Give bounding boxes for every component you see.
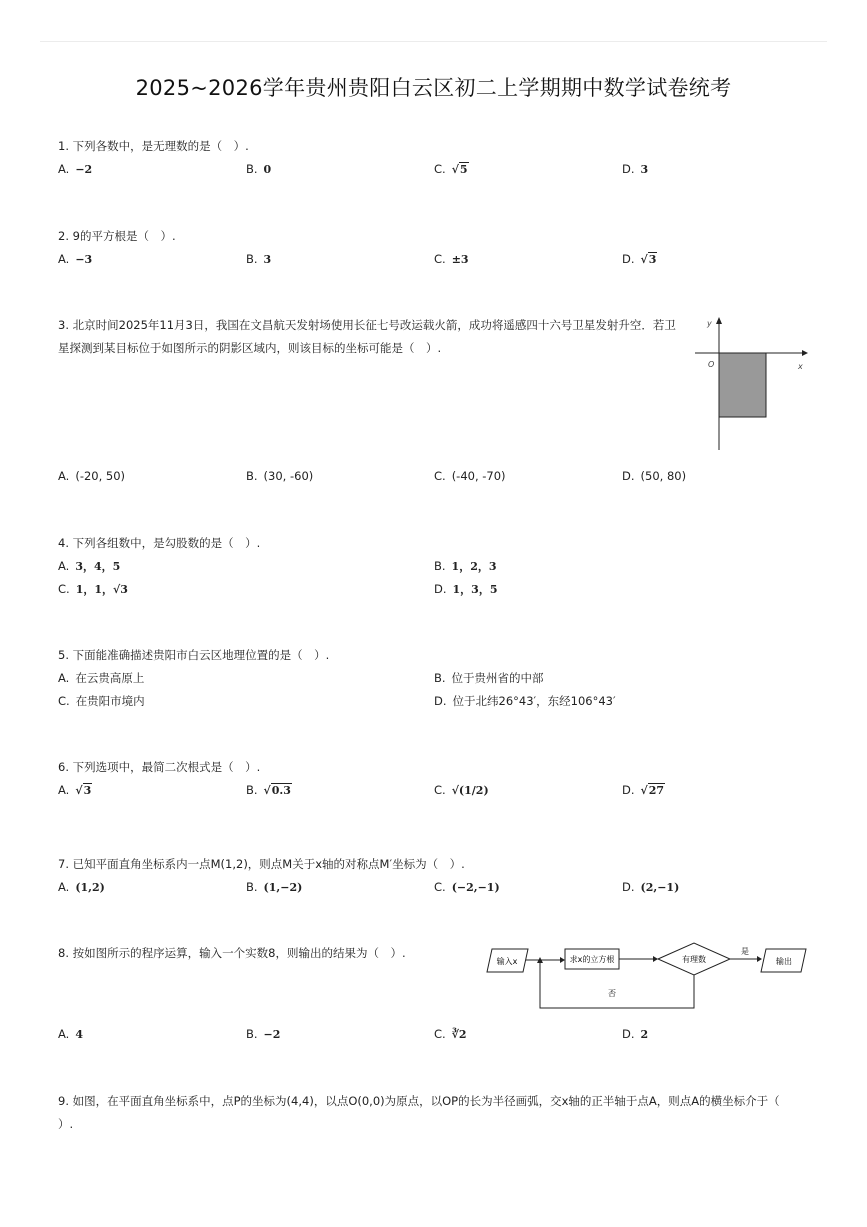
q6-option-d[interactable]: D. √27 <box>622 781 665 800</box>
q2-option-d[interactable]: D. √3 <box>622 250 657 269</box>
x-axis-arrow-icon <box>802 350 808 356</box>
sqrt-symbol: √0.3 <box>263 784 291 797</box>
question-9-stem-line2: ）. <box>58 1117 74 1131</box>
flow-yes-label: 是 <box>741 947 749 956</box>
q5-option-a[interactable]: A. 在云贵高原上 <box>58 671 145 685</box>
question-2-stem: 2. 9的平方根是（ ）. <box>58 229 176 243</box>
q1-option-a[interactable]: A. −2 <box>58 162 93 176</box>
question-3-stem-line1: 3. 北京时间2025年11月3日，我国在文昌航天发射场使用长征七号改运载火箭，成功将遥感四十六号卫星发射升空．若卫 <box>58 318 676 332</box>
coordinate-figure <box>690 312 810 454</box>
flow-decision-label: 有理数 <box>682 955 706 964</box>
q3-option-d[interactable]: D. (50, 80) <box>622 469 687 483</box>
q7-option-d[interactable]: D. (2,−1) <box>622 880 680 894</box>
sqrt-symbol: √5 <box>451 163 468 176</box>
q1-option-b[interactable]: B. 0 <box>246 162 272 176</box>
question-4-stem: 4. 下列各组数中，是勾股数的是（ ）. <box>58 536 261 550</box>
y-axis-arrow-icon <box>716 317 722 324</box>
q4-option-b[interactable]: B. 1，2，3 <box>434 559 497 573</box>
q8-option-b[interactable]: B. −2 <box>246 1027 281 1041</box>
arrow-head-icon <box>560 957 565 963</box>
q2-option-b[interactable]: B. 3 <box>246 252 272 266</box>
q7-option-a[interactable]: A. (1,2) <box>58 880 105 894</box>
q3-option-b[interactable]: B. (30, -60) <box>246 469 314 483</box>
q1-option-d[interactable]: D. 3 <box>622 162 649 176</box>
sqrt-symbol: √27 <box>640 784 665 797</box>
q5-option-d[interactable]: D. 位于北纬26°43′，东经106°43′ <box>434 694 616 708</box>
q7-option-c[interactable]: C. (−2,−1) <box>434 880 500 894</box>
q8-option-d[interactable]: D. 2 <box>622 1027 649 1041</box>
question-7-stem: 7. 已知平面直角坐标系内一点M(1,2)，则点M关于x轴的对称点M′坐标为（ ）. <box>58 857 465 871</box>
q5-option-c[interactable]: C. 在贵阳市境内 <box>58 694 145 708</box>
q4-option-a[interactable]: A. 3，4，5 <box>58 559 121 573</box>
question-5-stem: 5. 下面能准确描述贵阳市白云区地理位置的是（ ）. <box>58 648 330 662</box>
program-flowchart <box>484 938 814 1014</box>
q2-option-a[interactable]: A. −3 <box>58 252 93 266</box>
x-axis-label: x <box>798 362 803 371</box>
sqrt-fraction-one-half: √(1/2) <box>451 784 489 797</box>
y-axis-label: y <box>707 319 712 328</box>
question-9-stem-line1: 9. 如图，在平面直角坐标系中，点P的坐标为(4,4)，以点O(0,0)为原点，以OP的长为半径画弧，交x轴的正半轴于点A，则点A的横坐标介于（ <box>58 1094 780 1108</box>
question-3-stem-line2: 星探测到某目标位于如图所示的阴影区域内，则该目标的坐标可能是（ ）. <box>58 341 442 355</box>
shaded-region <box>719 353 766 417</box>
flow-no-label: 否 <box>608 989 616 998</box>
q8-option-c[interactable]: C. ∛2 <box>434 1027 467 1041</box>
q6-option-c[interactable]: C. √(1/2) <box>434 783 489 797</box>
q1-option-c[interactable]: C. √5 <box>434 160 469 179</box>
q8-option-a[interactable]: A. 4 <box>58 1027 83 1041</box>
q3-option-c[interactable]: C. (-40, -70) <box>434 469 506 483</box>
flow-step-label: 求x的立方根 <box>569 955 615 964</box>
flow-output-label: 输出 <box>776 957 792 966</box>
question-1-stem: 1. 下列各数中，是无理数的是（ ）. <box>58 139 249 153</box>
page-title: 2025~2026学年贵州贵阳白云区初二上学期期中数学试卷统考 <box>135 76 732 100</box>
q7-option-b[interactable]: B. (1,−2) <box>246 880 303 894</box>
arrow-head-icon <box>757 956 762 962</box>
q6-option-b[interactable]: B. √0.3 <box>246 781 292 800</box>
q4-option-c[interactable]: C. 1，1，√3 <box>58 582 128 596</box>
q2-option-c[interactable]: C. ±3 <box>434 252 469 266</box>
question-6-stem: 6. 下列选项中，最简二次根式是（ ）. <box>58 760 261 774</box>
q4-option-d[interactable]: D. 1，3，5 <box>434 582 498 596</box>
q5-option-b[interactable]: B. 位于贵州省的中部 <box>434 671 544 685</box>
q3-option-a[interactable]: A. (-20, 50) <box>58 469 126 483</box>
header-divider <box>40 41 827 42</box>
question-8-stem: 8. 按如图所示的程序运算，输入一个实数8，则输出的结果为（ ）. <box>58 946 406 960</box>
q6-option-a[interactable]: A. √3 <box>58 781 92 800</box>
origin-label: O <box>708 360 715 369</box>
sqrt-symbol: √3 <box>640 253 657 266</box>
flow-input-label: 输入x <box>496 957 518 966</box>
sqrt-symbol: √3 <box>75 784 92 797</box>
